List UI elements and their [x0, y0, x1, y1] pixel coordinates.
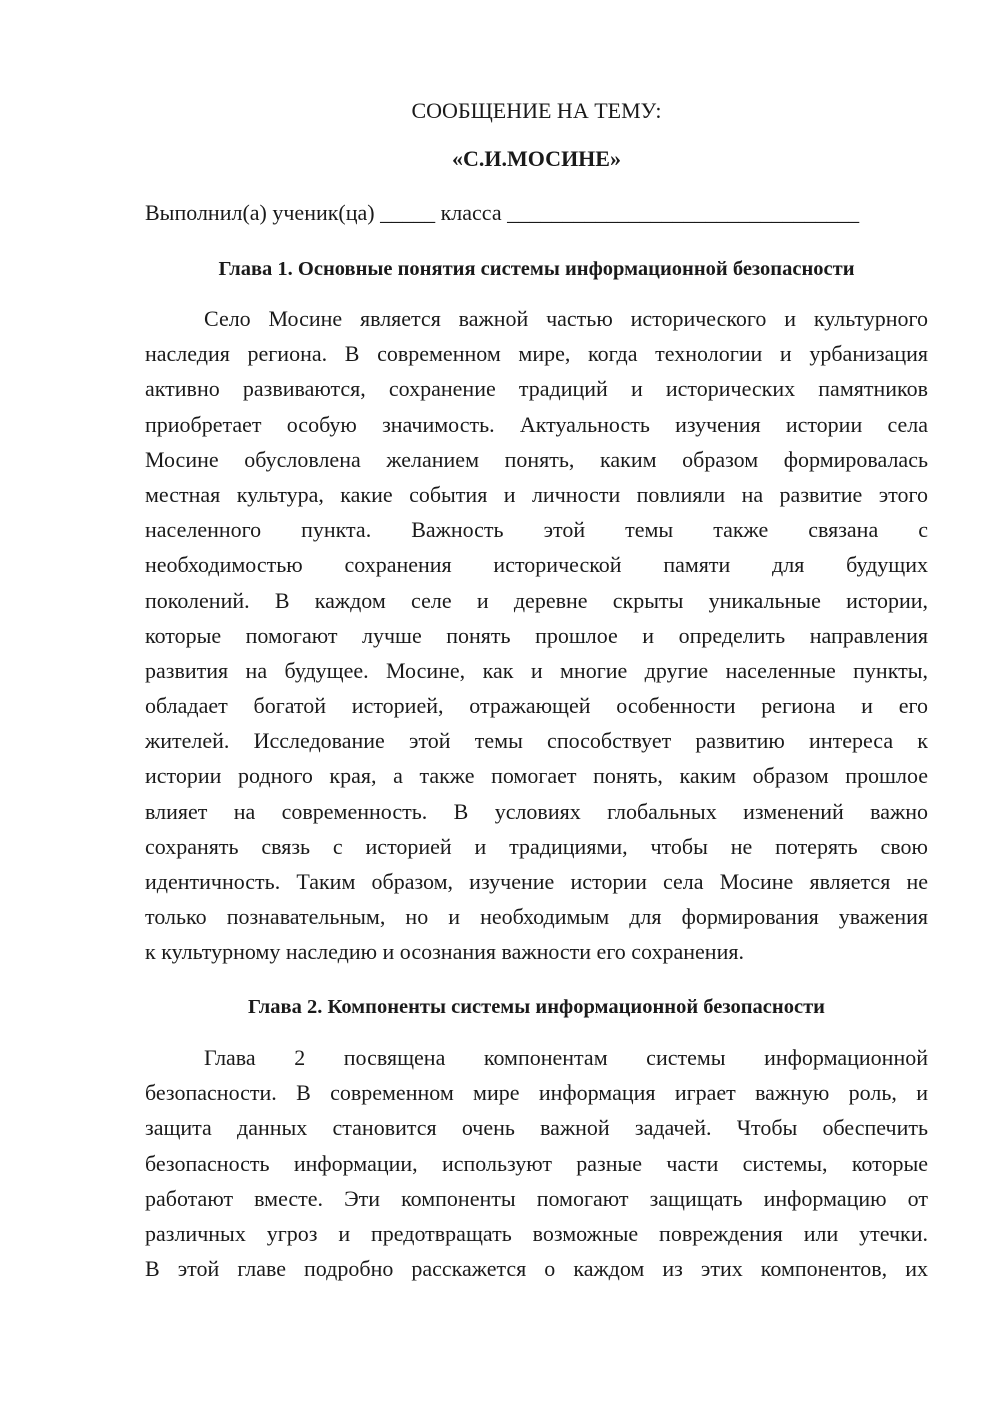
paragraph-line: В этой главе подробно расскажется о каждом из этих компонентов, их: [145, 1256, 928, 1282]
paragraph-line: истории родного края, а также помогает понять, каким образом прошлое: [145, 763, 928, 789]
paragraph-line: к культурному наследию и осознания важности его сохранения.: [145, 939, 744, 965]
paragraph-line: идентичность. Таким образом, изучение истории села Мосине является не: [145, 869, 928, 894]
paragraph-line: местная культура, какие события и личности повлияли на развитие этого: [145, 481, 928, 507]
paragraph-line: защита данных становится очень важной задачей. Чтобы обеспечить: [145, 1115, 928, 1141]
paragraph-line: безопасность информации, используют разные части системы, которые: [145, 1150, 928, 1176]
paragraph-line: развития на будущее. Мосине, как и многие другие населенные пункты,: [145, 657, 928, 683]
paragraph-line: населенного пункта. Важность этой темы также связана с: [145, 517, 928, 543]
paragraph-line: безопасности. В современном мире информация играет важную роль, и: [145, 1080, 928, 1106]
paragraph-line: поколений. В каждом селе и деревне скрыты уникальные истории,: [145, 587, 928, 613]
paragraph-line: работают вместе. Эти компоненты помогают защищать информацию от: [145, 1185, 928, 1211]
chapter-2-paragraph: [145, 1040, 928, 1286]
author-line: Выполнил(а) ученик(ца) _____ класса ________________________________: [145, 200, 860, 225]
paragraph-line: влияет на современность. В условиях глобальных изменений важно: [145, 798, 928, 824]
paragraph-line: обладает богатой историей, отражающей особенности региона и его: [145, 693, 928, 719]
document-title: СООБЩЕНИЕ НА ТЕМУ:: [411, 98, 662, 123]
document-subtitle: «С.И.МОСИНЕ»: [452, 146, 621, 171]
paragraph-line: Глава 2 посвящена компонентам системы информационной: [204, 1045, 928, 1070]
paragraph-line: Село Мосине является важной частью исторического и культурного: [204, 306, 928, 331]
paragraph-line: активно развиваются, сохранение традиций и исторических памятников: [145, 376, 928, 402]
paragraph-line: Мосине обусловлена желанием понять, каким образом формировалась: [145, 446, 928, 472]
paragraph-line: необходимостью сохранения исторической памяти для будущих: [145, 552, 928, 578]
paragraph-line: жителей. Исследование этой темы способствует развитию интереса к: [145, 728, 928, 754]
paragraph-line: которые помогают лучше понять прошлое и определить направления: [145, 622, 928, 648]
paragraph-line: различных угроз и предотвращать возможные повреждения или утечки.: [145, 1220, 928, 1246]
chapter-1-paragraph: [145, 301, 928, 970]
paragraph-line: только познавательным, но и необходимым для формирования уважения: [145, 904, 928, 930]
chapter-1-heading: Глава 1. Основные понятия системы информационной безопасности: [218, 258, 855, 280]
paragraph-line: приобретает особую значимость. Актуальность изучения истории села: [145, 411, 928, 437]
chapter-2-heading: Глава 2. Компоненты системы информационной безопасности: [248, 996, 825, 1018]
paragraph-line: наследия региона. В современном мире, когда технологии и урбанизация: [145, 341, 928, 367]
paragraph-line: сохранять связь с историей и традициями, чтобы не потерять свою: [145, 833, 928, 859]
